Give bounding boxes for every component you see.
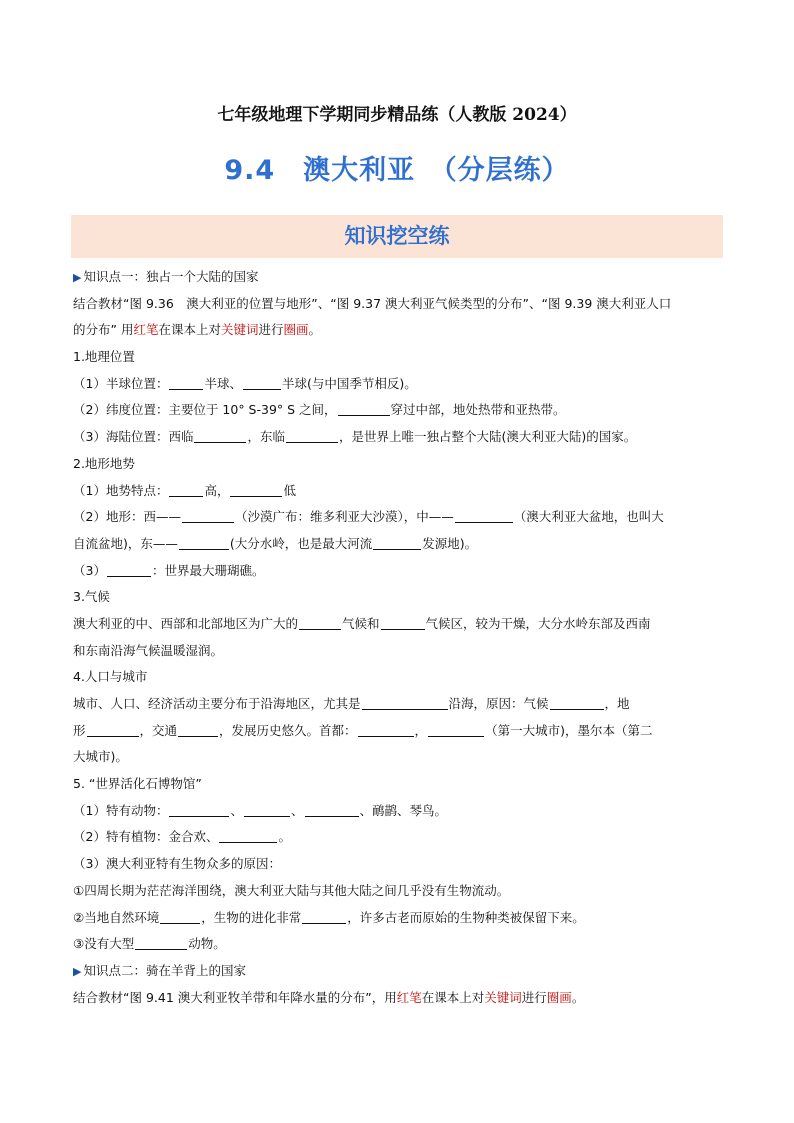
blank[interactable] [243,375,281,390]
item-landform-2: 自流盆地)，东—— (大分水岭，也是最大河流 发源地)。 [73,535,478,551]
blank[interactable] [169,375,203,390]
keyword-keywords: 关键词 [220,322,259,338]
population-line-3: 大城市)。 [73,749,128,765]
item-sea-land: （3）海陆位置：西临 ，东临 ，是世界上唯一独占整个大陆(澳大利亚大陆)的国家。 [73,429,637,445]
knowledge-point-2-heading: ▶ 知识点二：骑在羊背上的国家 [73,962,246,978]
blank[interactable] [305,802,359,817]
blank[interactable] [338,401,390,416]
triangle-right-icon: ▶ [73,964,82,978]
blank[interactable] [182,508,234,523]
keyword-keywords: 关键词 [484,989,522,1005]
item-latitude: （2）纬度位置：主要位于 10° S-39° S 之间， 穿过中部，地处热带和亚热带。 [73,402,566,418]
blank[interactable] [230,482,282,497]
blank[interactable] [160,909,200,924]
keyword-red-pen: 红笔 [133,322,159,338]
section-banner: 知识挖空练 [71,215,723,258]
blank[interactable] [381,615,425,630]
triangle-right-icon: ▶ [73,271,82,284]
blank[interactable] [428,722,484,737]
series-title: 七年级地理下学期同步精品练（人教版 2024） [217,105,577,125]
item-reasons: （3）澳大利亚特有生物众多的原因： [73,856,281,872]
intro-line-1: 结合教材“图 9.36 澳大利亚的位置与地形”、“图 9.37 澳大利亚气候类型的分布”、“图 9.39 澳大利亚人口 [73,295,672,311]
subheading-terrain: 2.地形地势 [73,455,135,471]
blank[interactable] [169,802,229,817]
climate-line-2: 和东南沿海气候温暖湿润。 [73,642,224,658]
reason-2: ②当地自然环境 ，生物的进化非常 ，许多古老而原始的生物种类被保留下来。 [73,909,585,925]
knowledge-point-1-heading: ▶ 知识点一：独占一个大陆的国家 [73,269,259,284]
climate-line-1: 澳大利亚的中、西部和北部地区为广大的 气候和 气候区，较为干燥，大分水岭东部及西南 [73,615,651,631]
keyword-red-pen: 红笔 [396,989,422,1005]
subheading-population: 4.人口与城市 [73,669,148,685]
blank[interactable] [178,722,218,737]
item-reef: （3） ：世界最大珊瑚礁。 [73,562,265,578]
lesson-title: 9.4 澳大利亚 （分层练） [224,155,570,186]
blank[interactable] [135,935,187,950]
keyword-circle: 圈画 [283,322,309,338]
blank[interactable] [244,802,290,817]
blank[interactable] [286,428,338,443]
blank[interactable] [87,722,139,737]
reason-3: ③没有大型 动物。 [73,936,226,952]
intro-line-2: 的分布” 用红笔在课本上对关键词进行圈画。 [73,322,322,338]
blank[interactable] [373,535,421,550]
blank[interactable] [107,562,151,577]
item-animals: （1）特有动物： 、 、 、鸸鹋、琴鸟。 [73,802,448,818]
item-relief: （1）地势特点： 高， 低 [73,482,296,498]
item-plants: （2）特有植物：金合欢、 。 [73,829,291,845]
reason-1: ①四周长期为茫茫海洋围绕，澳大利亚大陆与其他大陆之间几乎没有生物流动。 [73,882,510,898]
blank[interactable] [179,535,229,550]
blank[interactable] [550,695,604,710]
blank[interactable] [358,722,414,737]
subheading-living-fossils: 5. “世界活化石博物馆” [73,776,202,792]
blank[interactable] [299,615,341,630]
blank[interactable] [302,909,346,924]
item-landform-1: （2）地形：西—— （沙漠广布：维多利亚大沙漠），中—— （澳大利亚大盆地，也叫大 [73,509,664,525]
intro-point-2: 结合教材“图 9.41 澳大利亚牧羊带和年降水量的分布”，用红笔在课本上对关键词进行圈画。 [73,989,585,1005]
population-line-1: 城市、人口、经济活动主要分布于沿海地区，尤其是 沿海，原因：气候 ，地 [73,696,630,711]
blank[interactable] [194,428,246,443]
population-line-2: 形 ，交通 ，发展历史悠久。首都： ， （第一大城市)，墨尔本（第二 [73,722,653,738]
blank[interactable] [219,828,277,843]
content-body [73,264,723,1011]
blank[interactable] [455,508,513,523]
subheading-location: 1.地理位置 [73,349,135,365]
item-hemisphere: （1）半球位置： 半球、 半球(与中国季节相反)。 [73,375,417,391]
blank[interactable] [169,482,203,497]
keyword-circle: 圈画 [546,989,572,1005]
blank[interactable] [362,695,448,710]
subheading-climate: 3.气候 [73,589,110,605]
